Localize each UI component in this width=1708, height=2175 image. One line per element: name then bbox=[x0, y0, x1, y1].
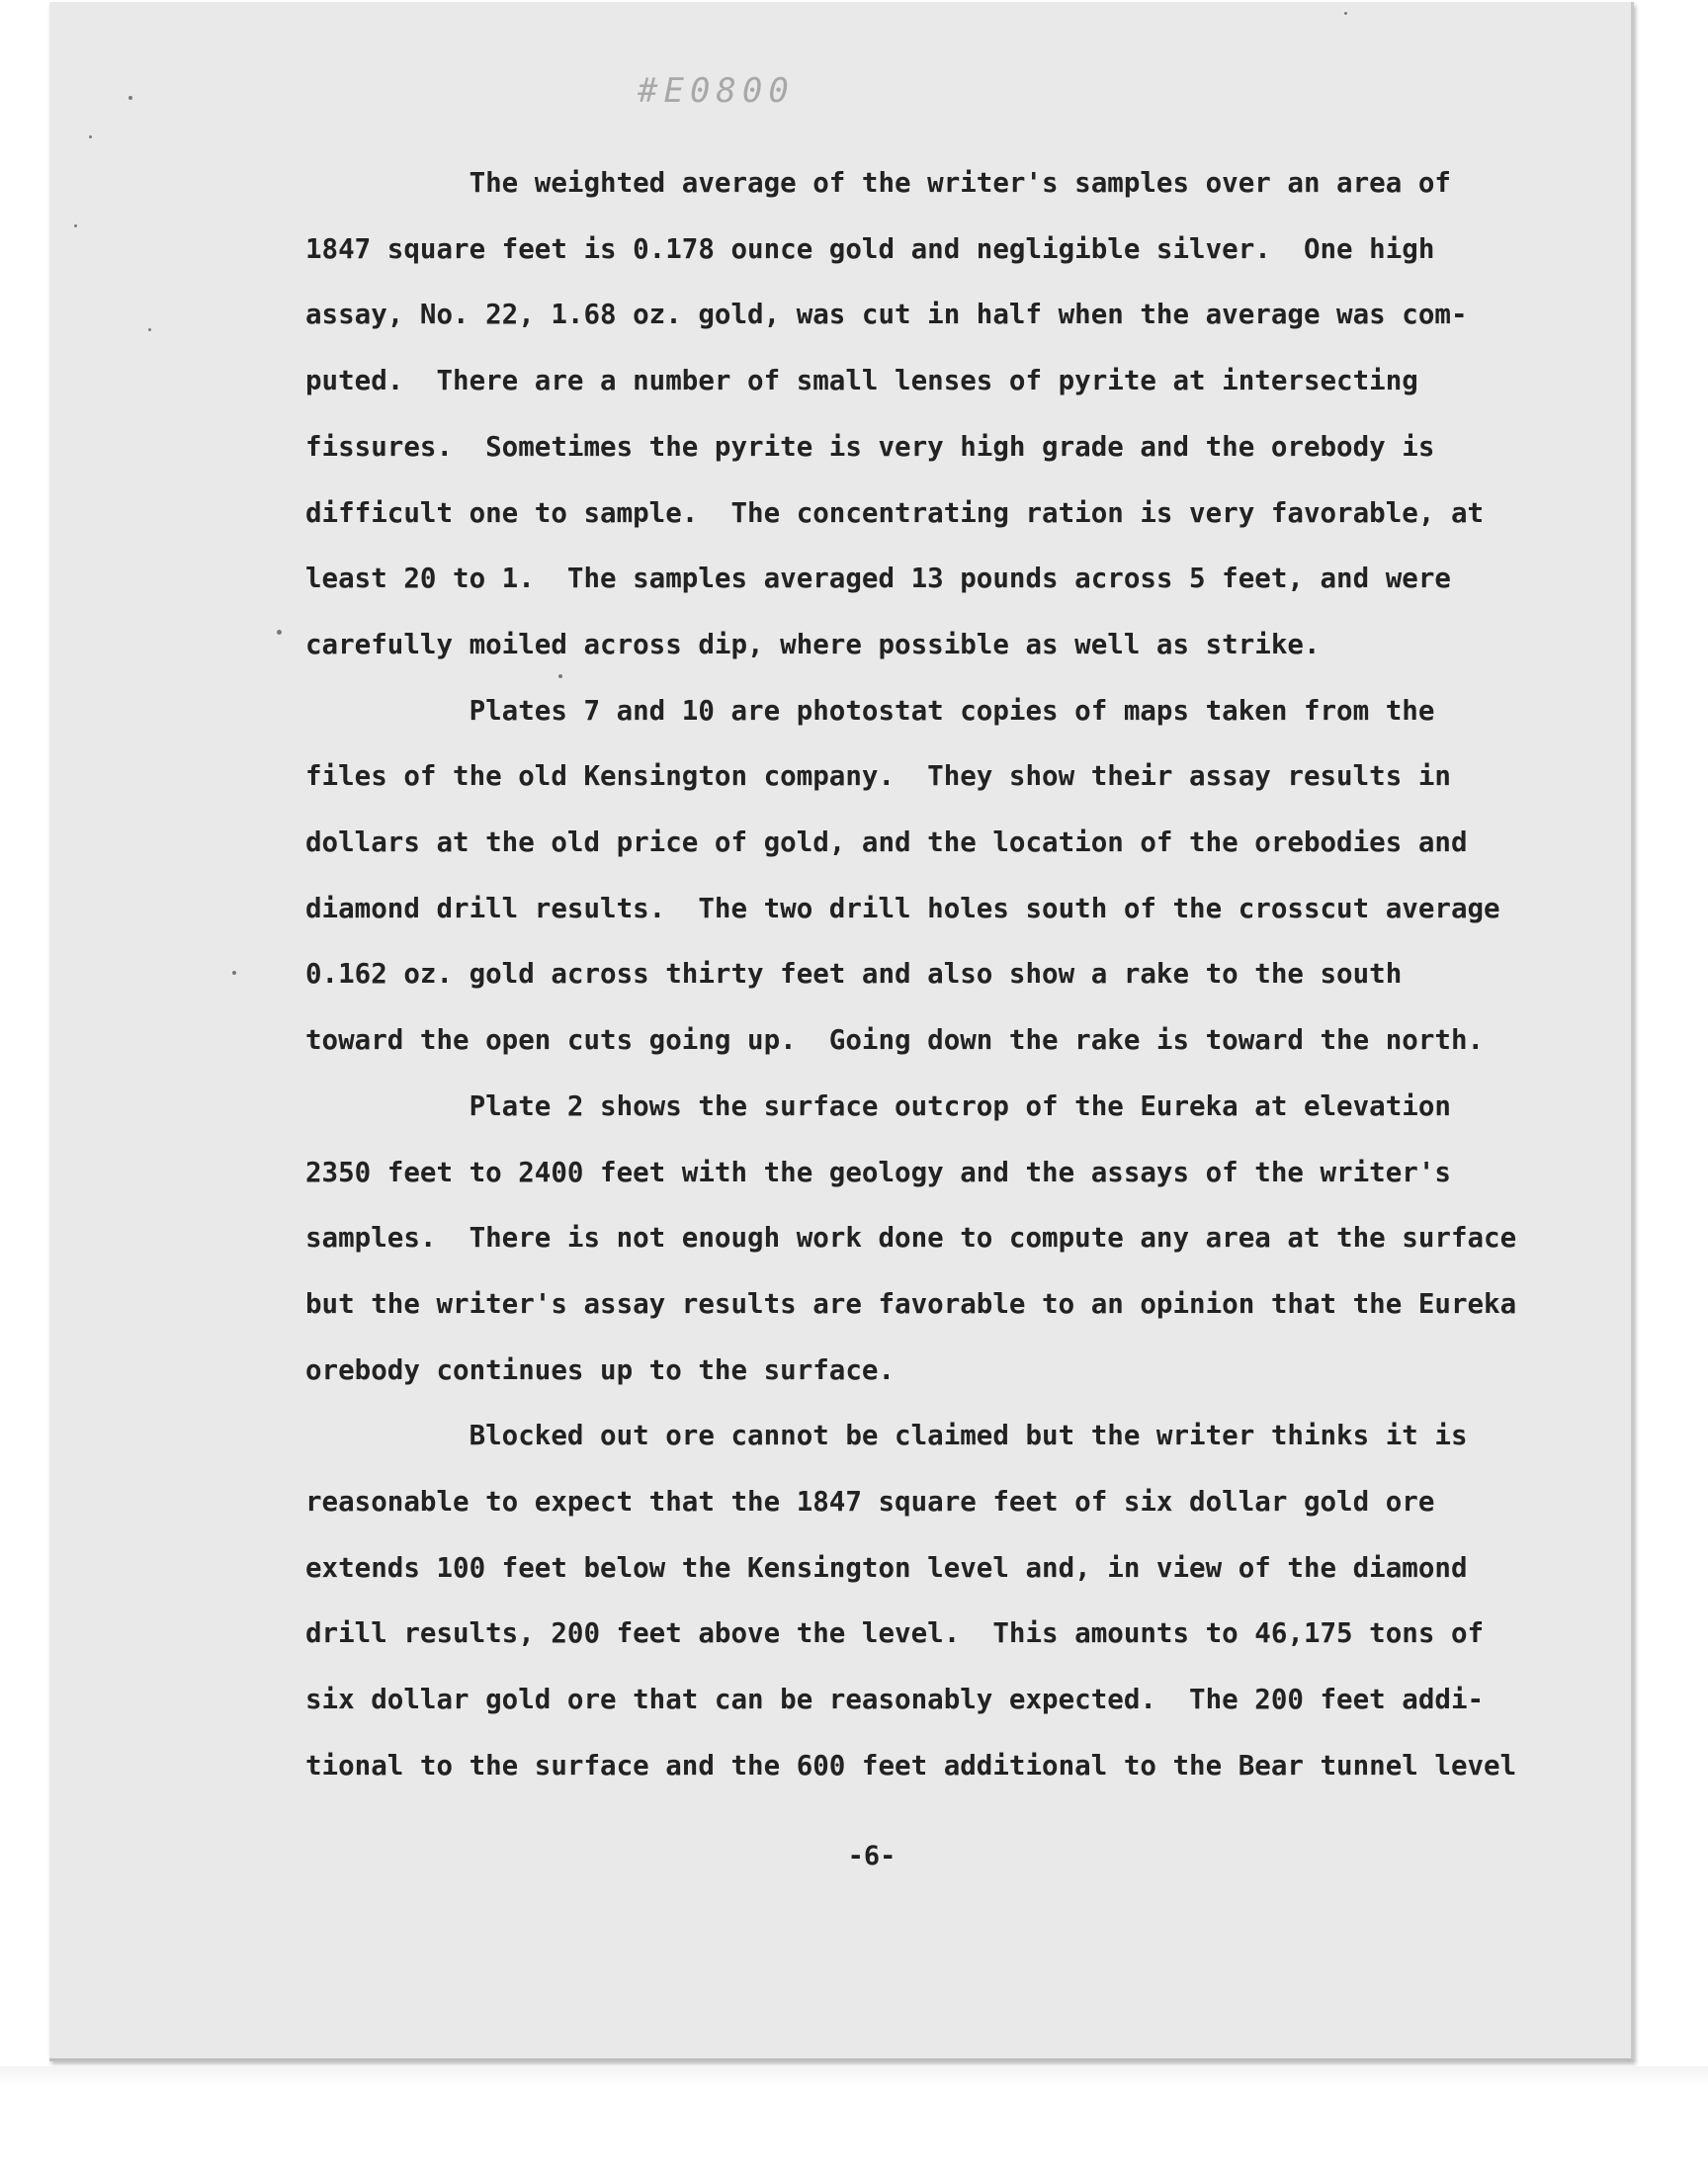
text-line: fissures. Sometimes the pyrite is very high grade and the orebody is bbox=[305, 430, 1435, 463]
text-line: Blocked out ore cannot be claimed but the writer thinks it is bbox=[305, 1420, 1468, 1452]
text-line: samples. There is not enough work done to compute any area at the surface bbox=[305, 1222, 1517, 1255]
scan-speck bbox=[74, 224, 77, 227]
body-text bbox=[305, 150, 1590, 1799]
text-line: assay, No. 22, 1.68 oz. gold, was cut in half when the average was com- bbox=[305, 299, 1468, 331]
text-line: 2350 feet to 2400 feet with the geology and the assays of the writer's bbox=[305, 1156, 1451, 1188]
text-line: carefully moiled across dip, where possible as well as strike. bbox=[305, 628, 1321, 660]
archive-stamp: #E0800 bbox=[638, 71, 795, 111]
text-line: The weighted average of the writer's samples over an area of bbox=[305, 167, 1451, 199]
text-line: Plate 2 shows the surface outcrop of the Eureka at elevation bbox=[305, 1089, 1451, 1122]
text-line: six dollar gold ore that can be reasonably expected. The 200 feet addi- bbox=[305, 1684, 1485, 1716]
text-line: extends 100 feet below the Kensington level and, in view of the diamond bbox=[305, 1551, 1468, 1584]
page-number: -6- bbox=[847, 1841, 897, 1871]
text-line: tional to the surface and the 600 feet additional to the Bear tunnel level bbox=[305, 1749, 1517, 1782]
scan-speck bbox=[148, 328, 151, 331]
text-line: Plates 7 and 10 are photostat copies of maps taken from the bbox=[305, 694, 1435, 727]
text-line: dollars at the old price of gold, and the location of the orebodies and bbox=[305, 826, 1468, 859]
text-line: 1847 square feet is 0.178 ounce gold and negligible silver. One high bbox=[305, 232, 1435, 265]
text-line: difficult one to sample. The concentrating ration is very favorable, at bbox=[305, 496, 1485, 529]
text-line: drill results, 200 feet above the level. This amounts to 46,175 tons of bbox=[305, 1617, 1485, 1650]
text-line: orebody continues up to the surface. bbox=[305, 1353, 896, 1386]
text-line: but the writer's assay results are favorable to an opinion that the Eureka bbox=[305, 1287, 1517, 1320]
text-line: reasonable to expect that the 1847 square feet of six dollar gold ore bbox=[305, 1486, 1435, 1519]
text-line: 0.162 oz. gold across thirty feet and also show a rake to the south bbox=[305, 958, 1403, 991]
document-page bbox=[49, 2, 1634, 2061]
text-line: diamond drill results. The two drill holes south of the crosscut average bbox=[305, 892, 1500, 924]
text-line: files of the old Kensington company. They show their assay results in bbox=[305, 760, 1451, 793]
text-line: toward the open cuts going up. Going down the rake is toward the north. bbox=[305, 1024, 1485, 1057]
scan-speck bbox=[232, 971, 236, 975]
scan-speck bbox=[277, 630, 282, 635]
scan-speck bbox=[1344, 12, 1347, 15]
text-line: puted. There are a number of small lenses of pyrite at intersecting bbox=[305, 365, 1418, 397]
scan-speck bbox=[558, 674, 562, 678]
text-line: least 20 to 1. The samples averaged 13 pounds across 5 feet, and were bbox=[305, 563, 1451, 595]
scan-speck bbox=[128, 96, 132, 100]
scan-speck bbox=[89, 135, 92, 138]
scan-edge bbox=[0, 2066, 1708, 2086]
